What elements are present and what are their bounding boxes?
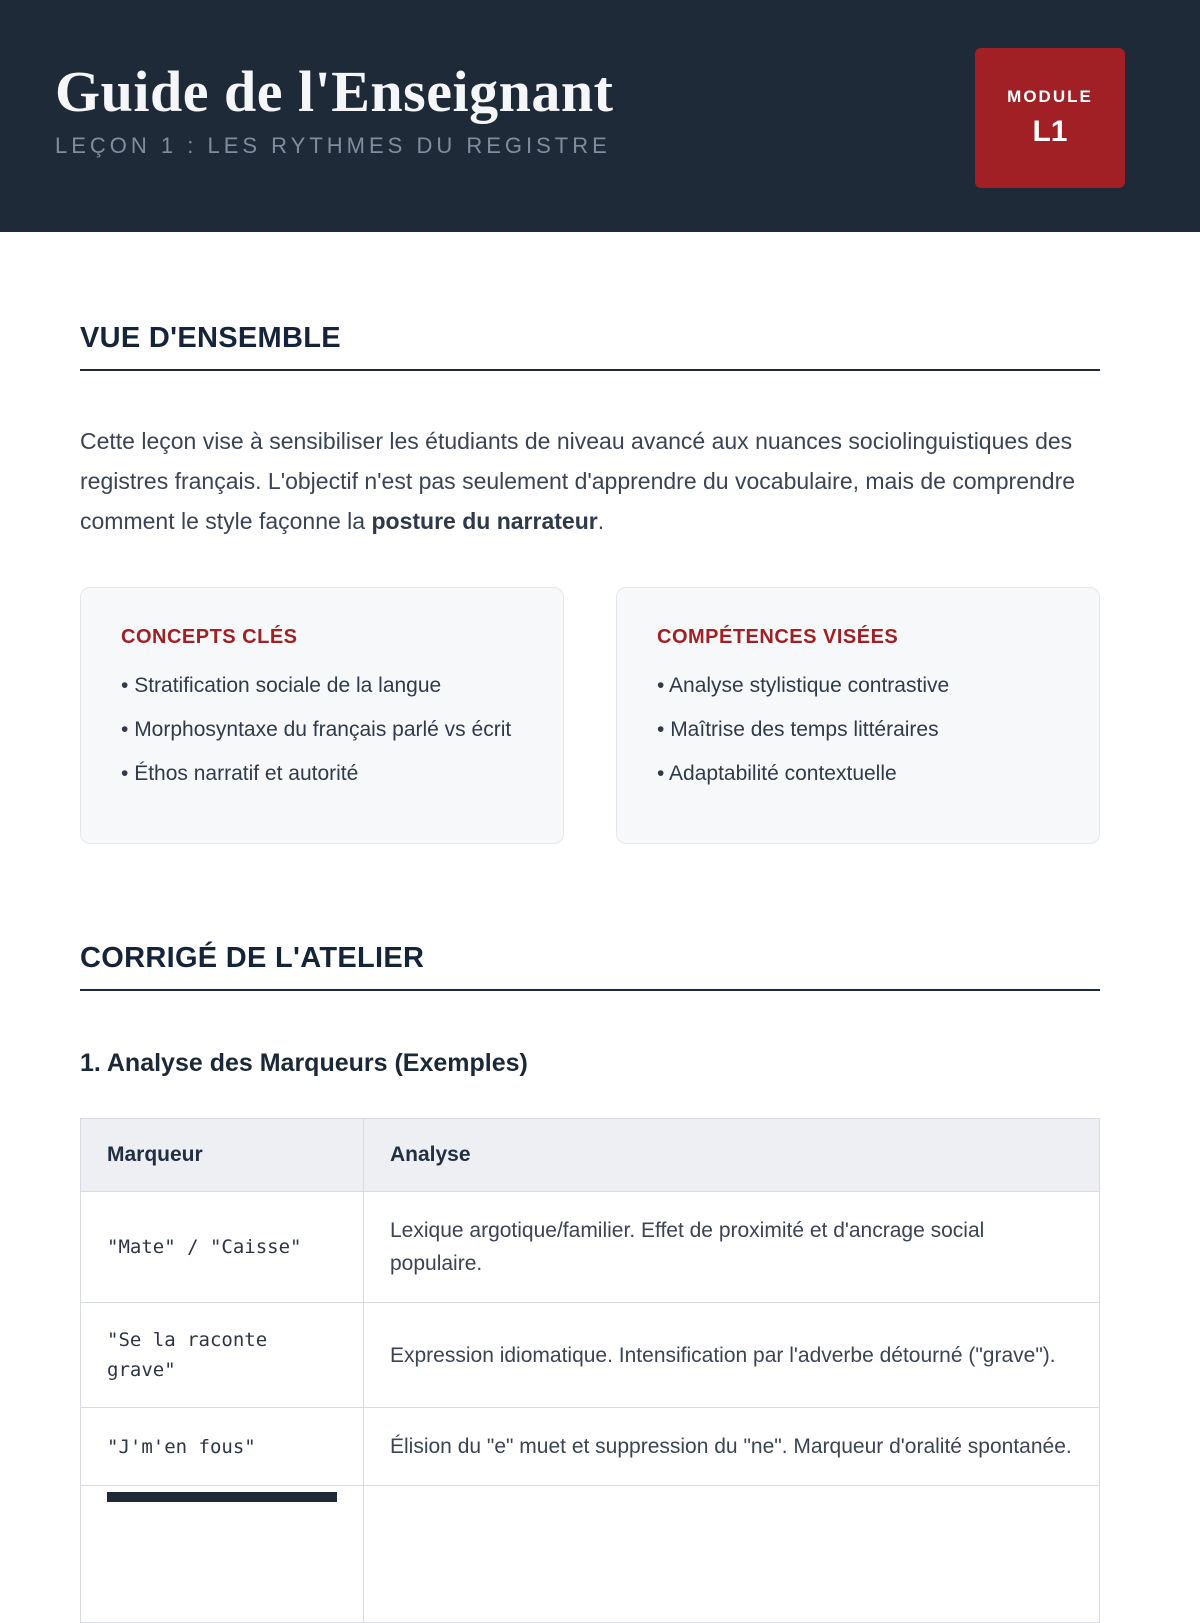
overview-paragraph (80, 421, 1100, 541)
list-item: • Adaptabilité contextuelle (657, 757, 1059, 791)
page-title: Guide de l'Enseignant (55, 59, 614, 124)
concepts-card-title: CONCEPTS CLÉS (121, 626, 298, 648)
analysis-cell: Expression idiomatique. Intensification par l'adverbe détourné ("grave"). (364, 1303, 1100, 1408)
table-row (81, 1303, 1100, 1408)
marker-cell: "Mate" / "Caisse" (81, 1192, 364, 1303)
analysis-cell: Élision du "e" muet et suppression du "ne". Marqueur d'oralité spontanée. (364, 1408, 1100, 1486)
module-badge (975, 48, 1125, 188)
markers-table (80, 1118, 1100, 1623)
clipped-text-top (107, 1492, 337, 1502)
cards-row (80, 587, 1100, 844)
page-subtitle: LEÇON 1 : LES RYTHMES DU REGISTRE (55, 132, 611, 158)
list-item: • Analyse stylistique contrastive (657, 669, 1059, 703)
module-badge-label: MODULE (1007, 87, 1093, 106)
concepts-card-list (121, 669, 523, 791)
overview-heading: VUE D'ENSEMBLE (80, 322, 1100, 371)
marker-cell-clipped (81, 1486, 364, 1623)
table-header-row (81, 1119, 1100, 1192)
competences-card (616, 587, 1100, 844)
analysis-cell: Lexique argotique/familier. Effet de proximité et d'ancrage social populaire. (364, 1192, 1100, 1303)
marker-cell: "Se la raconte grave" (81, 1303, 364, 1408)
table-row (81, 1192, 1100, 1303)
analysis-cell-clipped (364, 1486, 1100, 1623)
workshop-subheading: 1. Analyse des Marqueurs (Exemples) (80, 1049, 528, 1077)
list-item: • Morphosyntaxe du français parlé vs écrit (121, 713, 523, 747)
concepts-card (80, 587, 564, 844)
module-badge-code: L1 (1032, 115, 1068, 148)
table-row (81, 1408, 1100, 1486)
overview-paragraph-end: . (597, 508, 605, 534)
workshop-heading: CORRIGÉ DE L'ATELIER (80, 942, 1100, 991)
overview-paragraph-bold: posture du narrateur (371, 508, 598, 534)
table-header-marker: Marqueur (81, 1119, 364, 1192)
list-item: • Maîtrise des temps littéraires (657, 713, 1059, 747)
table-header-analysis: Analyse (364, 1119, 1100, 1192)
list-item: • Stratification sociale de la langue (121, 669, 523, 703)
overview-paragraph-main: Cette leçon vise à sensibiliser les étudiants de niveau avancé aux nuances sociolinguistiques des registres français. L'objectif n'est pas seulement d'apprendre du vocabulaire, mais de comprendre comment le style façonne la (80, 428, 1076, 534)
competences-card-list (657, 669, 1059, 791)
page-header (0, 0, 1200, 232)
main-content (80, 322, 1100, 1623)
list-item: • Éthos narratif et autorité (121, 757, 523, 791)
competences-card-title: COMPÉTENCES VISÉES (657, 626, 899, 648)
table-row-clipped (81, 1486, 1100, 1623)
marker-cell: "J'm'en fous" (81, 1408, 364, 1486)
